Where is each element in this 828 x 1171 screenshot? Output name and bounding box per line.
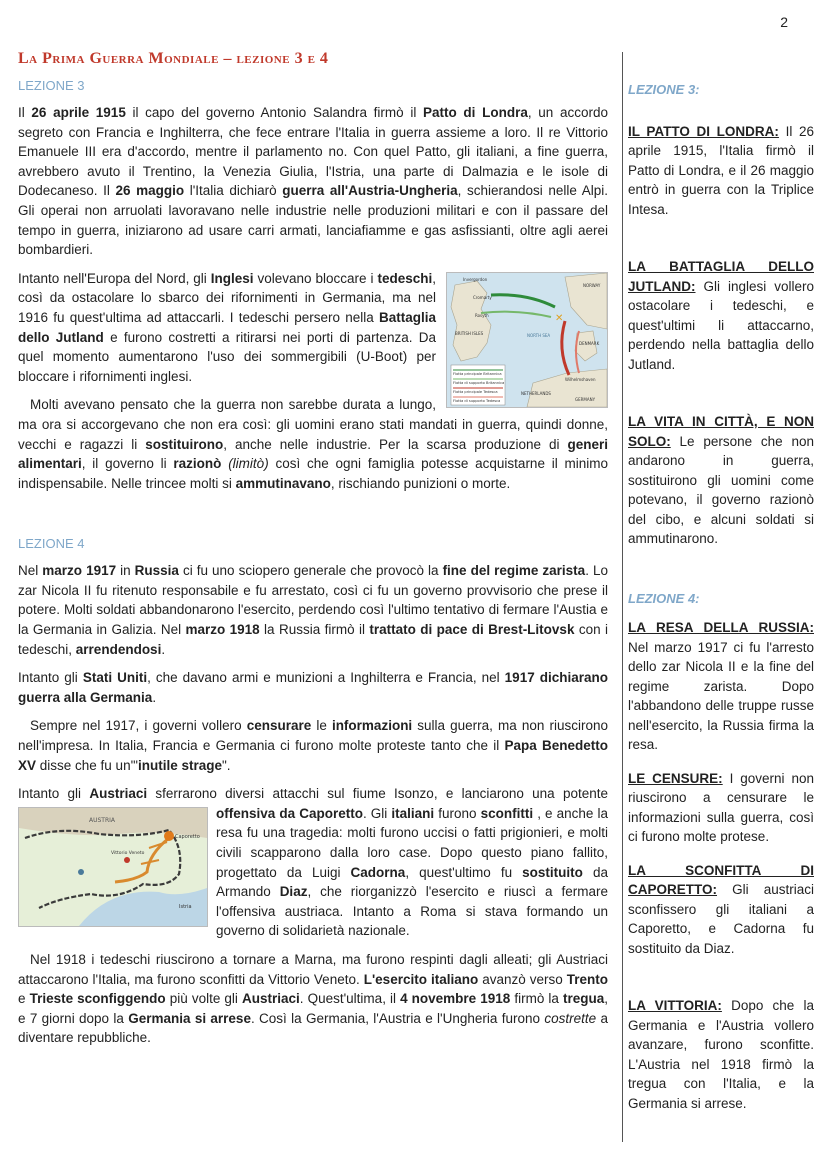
summary-vita-in-citta: LA VITA IN CITTÀ, E NON SOLO: Le persone che non andarono in guerra, sostituirono gli uomini come potevano, il governo razionò del cibo, e alcuni soldati si ammutinarono.	[628, 414, 814, 546]
sidebar-summary	[628, 80, 814, 1113]
lesson3-paragraph-1: Il 26 aprile 1915 il capo del governo Antonio Salandra firmò il Patto di Londra, un accordo segreto con Francia e Inghilterra, che fece entrare l'Italia in guerra assieme a loro. Il re Vittorio Emanuele III era d'accordo, mentre il parlamento no. Con quel Patto, gli italiani, a fine guerra, avrebbero avuto il Trentino, la Venezia Giulia, l'Istria, una parte di Dalmazia e le isole di Dodecaneso. Il 26 maggio l'Italia dichiarò guerra all'Austria-Ungheria, schierandosi nelle Alpi. Gli operai non arruolati lavoravano nelle industrie nelle produzioni militari e con il passare del tempo in guerra, iniziarono ad usare carri armati, lanciafiamme e gas asfissianti, oltre agli aerei bombardieri.	[18, 105, 609, 258]
lesson4-paragraph-3: Sempre nel 1917, i governi vollero censurare le informazioni sulla guerra, ma non riuscirono nell'impresa. In Italia, Francia e Germania ci furono molte proteste tanto che il Papa Benedetto XV disse che fu un'"inutile strage".	[18, 718, 608, 773]
map1-legend-item: Flotta di supporto Britannica	[453, 380, 505, 385]
main-column	[18, 50, 608, 1057]
summary-resa-russia: LA RESA DELLA RUSSIA: Nel marzo 1917 ci fu l'arresto dello zar Nicola II e la fine del regime zarista. Dopo l'abbandono delle truppe russe nell'esercito, la Russia firma la resa.	[628, 620, 814, 752]
jutland-map-image	[447, 273, 607, 407]
lesson4-paragraph-1: Nel marzo 1917 in Russia ci fu uno sciopero generale che provocò la fine del regime zarista. Lo zar Nicola II fu ritenuto responsabile e fu arrestato, così ci fu un governo provvisorio che prese il potere. Molti soldati abbandonarono l'esercito, perdendo così l'ultimo tentativo di fermare l'Austia e la Germania in Galizia. Nel marzo 1918 la Russia firmò il trattato di pace di Brest-Litovsk con i tedeschi, arrendendosi.	[18, 563, 608, 657]
map1-label: Wilhelmshaven	[565, 376, 596, 382]
map2-label: Vittorio Veneto	[111, 850, 145, 856]
summary-sconfitta-caporetto: LA SCONFITTA DI CAPORETTO: Gli austriaci sconfissero gli italiani a Caporetto, e Cadorna fu sostituito da Diaz.	[628, 862, 814, 956]
map1-legend-item: Flotta di supporto Tedesca	[453, 398, 501, 403]
map2-label: Caporetto	[175, 833, 200, 840]
sidebar-lesson-4-heading: LEZIONE 4:	[628, 590, 700, 606]
map1-legend-item: Flotta principale Tedesca	[453, 389, 498, 394]
column-divider	[622, 52, 623, 1142]
svg-text:✕: ✕	[555, 312, 564, 324]
map1-label: GERMANY	[575, 396, 596, 402]
lesson4-paragraph-2: Intanto gli Stati Uniti, che davano armi e munizioni a Inghilterra e Francia, nel 1917 dichiarano guerra alla Germania.	[18, 670, 608, 705]
map2-label: AUSTRIA	[89, 816, 116, 824]
lesson-4-label: LEZIONE 4	[18, 536, 85, 552]
map1-label: Cromarty	[473, 294, 492, 300]
summary-censure: LE CENSURE: I governi non riuscirono a censurare le informazioni sulla guerra, così ci furono molte protese.	[628, 770, 814, 844]
summary-battaglia-jutland: LA BATTAGLIA DELLO JUTLAND: Gli inglesi vollero ostacolare i tedeschi, e quest'ultimi li attaccarno, perdendo nella battaglia dello Jutland.	[628, 259, 814, 372]
map1-label: NETHERLANDS	[521, 390, 551, 396]
caporetto-map	[18, 807, 208, 927]
jutland-map	[446, 272, 608, 408]
lesson4-paragraph-4: Intanto gli Austriaci sferrarono diversi attacchi sul fiume Isonzo, e lanciarono una potente offensiva da Caporetto. Gli italiani furono sconfitti AUSTRIA Caporetto Vittorio Veneto Istria , e anche la resa fu una tragedia: molti furono uccisi o fatti prigionieri, e molti civili scapparono dalla loro case. Dopo questo piano fallito, progettato da Luigi Cadorna, quest'ultimo fu sostituito da Armando Diaz, che riorganizzò l'esercito e riuscì a fermare l'offensiva austriaca. Intanto a Roma si stava formando un governo di solidarietà nazionale.	[18, 786, 608, 939]
map2-label: Istria	[179, 903, 192, 910]
page-number: 2	[780, 14, 788, 30]
map1-legend-item: Flotta principale Britannica	[453, 371, 502, 376]
lesson3-paragraph-3: Molti avevano pensato che la guerra non sarebbe durata a lungo, ma ora si accorgevano che non era così: gli uomini erano stati mandati in guerra, quindi donne, vecchi e ragazzi li sostituirono, anche nelle industrie. Per la scarsa produzione di generi alimentari, il governo li razionò (limitò) così che ogni famiglia potesse acquistarne il minimo indispensabile. Nelle trincee molti si ammutinavano, rischiando punizioni o morte.	[18, 397, 608, 491]
lesson3-paragraph-2: Intanto nell'Europa del Nord, gli Inglesi volevano bloccare i tedeschi, così da ostacolare lo sbarco dei rifornimenti in Germania, ma nel 1916 fu quest'ultima ad attaccarli. I tedeschi persero nella Battaglia dello Jutland e furono costretti a ritirarsi nei porti di partenza. Da quel momento aumentarono l'uso dei sommergibili (U-Boot) per bloccare i rifornimenti inglesi.	[18, 270, 436, 384]
map1-label: DENMARK	[579, 340, 600, 346]
map1-label: NORTH SEA	[527, 332, 551, 338]
map1-label: Rosyth	[475, 312, 489, 318]
lesson4-paragraph-5: Nel 1918 i tedeschi riuscirono a tornare a Marna, ma furono respinti dagli alleati; gli Austriaci attaccarono l'Italia, ma furono sconfitti da Vittorio Veneto. L'esercito italiano avanzò verso Trento e Trieste sconfiggendo più volte gli Austriaci. Quest'ultima, il 4 novembre 1918 firmò la tregua, e 7 giorni dopo la Germania si arrese. Così la Germania, l'Austria e l'Ungheria furono costrette a diventare repubbliche.	[18, 951, 609, 1046]
page-title: La Prima Guerra Mondiale – lezione 3 e 4	[18, 50, 329, 67]
caporetto-map-image	[19, 808, 207, 926]
map1-label: NORWAY	[583, 282, 601, 288]
summary-vittoria: LA VITTORIA: Dopo che la Germania e l'Austria vollero avanzare, furono sconfitte. L'Austria nel 1918 firmò la tregua con l'Italia, e la Germania si arrese.	[628, 998, 814, 1111]
sidebar-lesson-3-heading: LEZIONE 3:	[628, 82, 700, 97]
summary-patto-di-londra: IL PATTO DI LONDRA: Il 26 aprile 1915, l'Italia firmò il Patto di Londra, e il 26 maggio entrò in guerra con la Triplice Intesa.	[628, 123, 814, 217]
lesson-3-label: LEZIONE 3	[18, 78, 85, 93]
map1-label: Invergordon	[463, 276, 488, 282]
map1-label: BRITISH ISLES	[455, 330, 484, 336]
